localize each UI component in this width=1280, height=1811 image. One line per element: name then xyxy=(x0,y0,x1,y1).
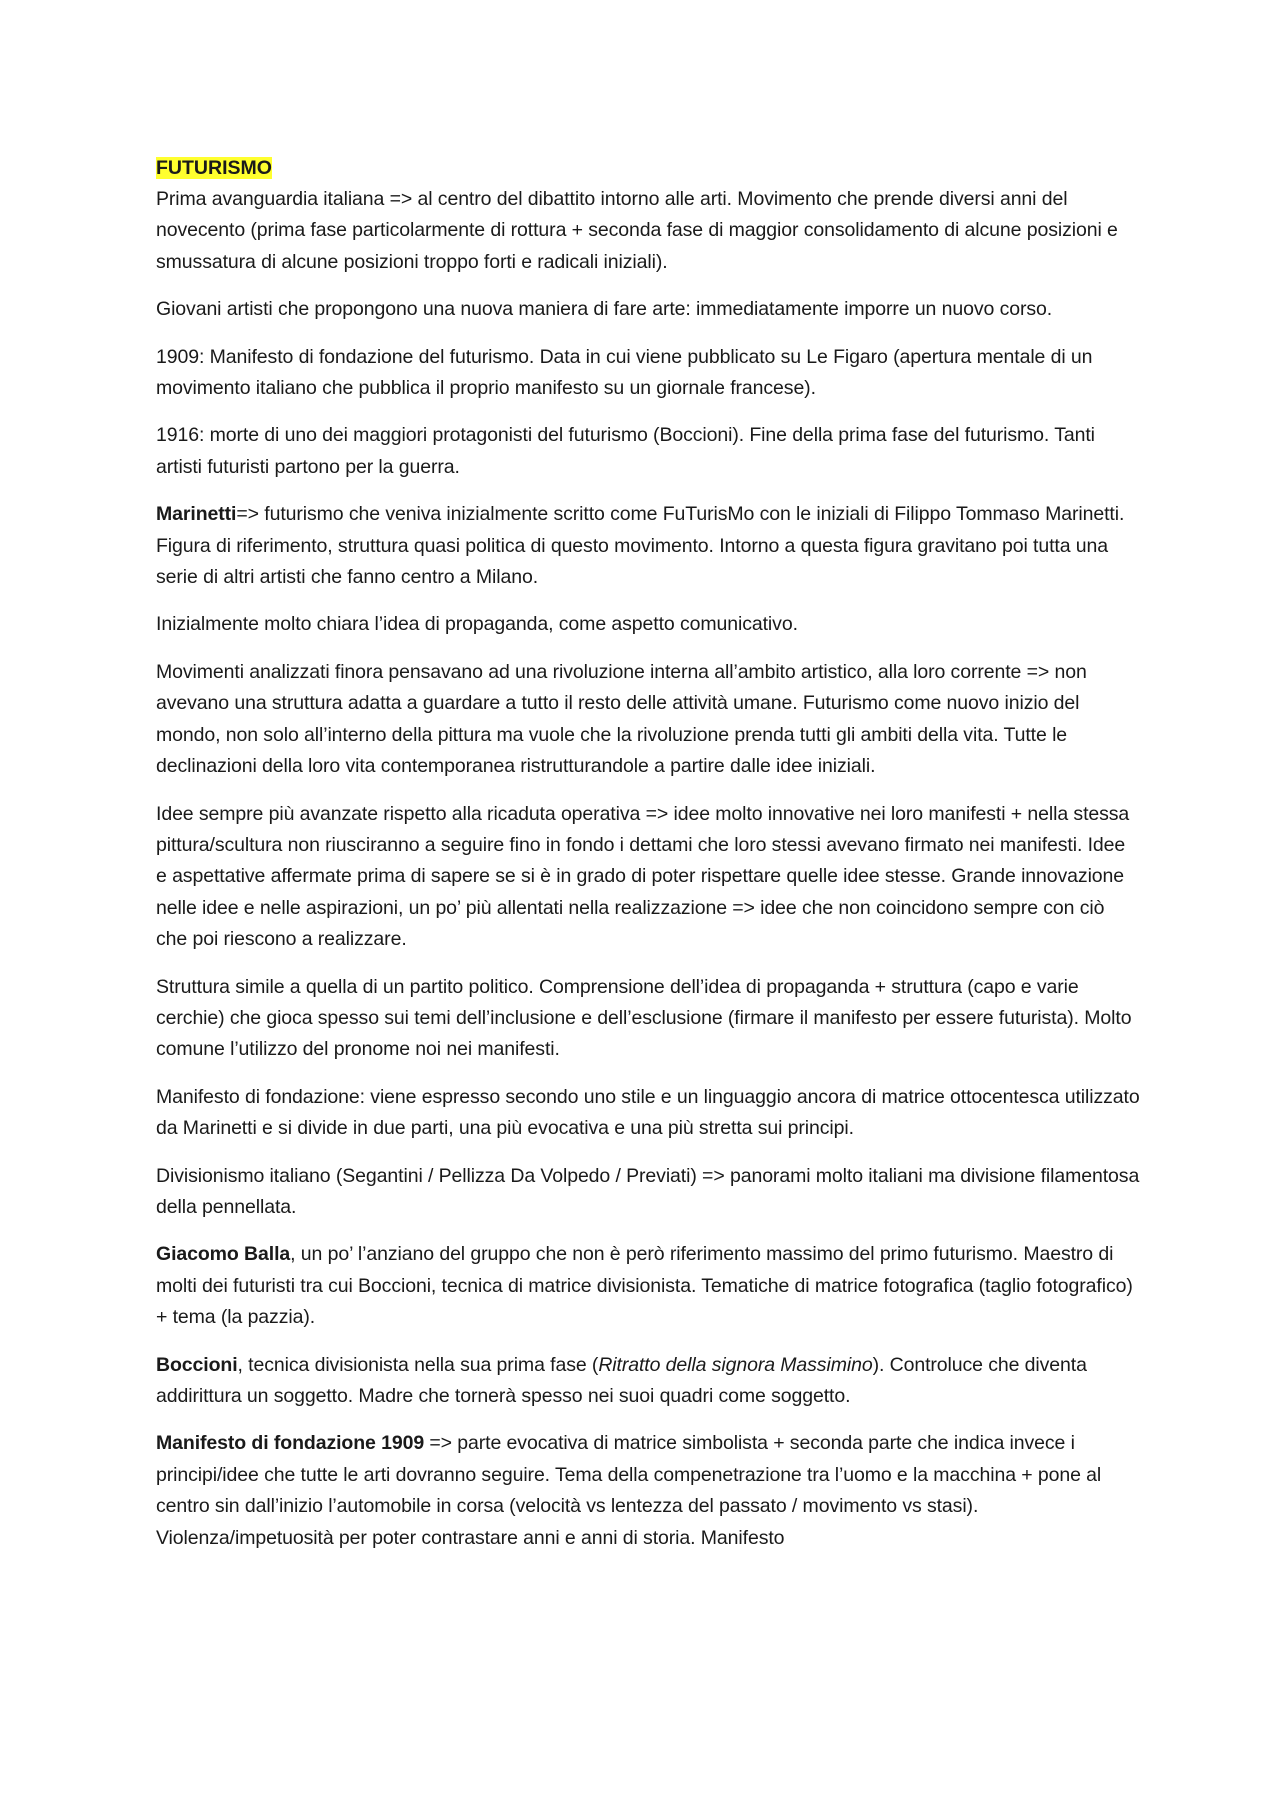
paragraph-text: ). Controluce che diventa addirittura un soggetto. Madre che tornerà spesso nei suoi quadri come soggetto. xyxy=(156,1353,1087,1407)
bold-text: Marinetti xyxy=(156,503,237,526)
paragraph-text: Inizialmente molto chiara l’idea di propaganda, come aspetto comunicativo. xyxy=(156,613,798,636)
paragraph-text: Prima avanguardia italiana => al centro del dibattito intorno alle arti. Movimento che prende diversi anni del novecento (prima fase particolarmente di rottura + seconda fase di maggior consolidamento di alcune posizioni e smussatura di alcune posizioni troppo forti e radicali iniziali). xyxy=(156,188,1118,273)
paragraph xyxy=(156,420,1140,483)
paragraph xyxy=(156,1082,1140,1145)
paragraph-text: Manifesto di fondazione: viene espresso secondo uno stile e un linguaggio ancora di matrice ottocentesca utilizzato da Marinetti e si divide in due parti, una più evocativa e una più stretta sui principi. xyxy=(156,1085,1140,1140)
paragraph xyxy=(156,1239,1140,1333)
paragraph-text: Struttura simile a quella di un partito politico. Comprensione dell’idea di propaganda + struttura (capo e varie cerchie) che gioca spesso sui temi dell’inclusione e dell’esclusione (firmare il manifesto per essere futurista). Molto comune l’utilizzo del pronome noi nei manifesti. xyxy=(156,975,1132,1061)
paragraph-text: 1909: Manifesto di fondazione del futurismo. Data in cui viene pubblicato su Le Figaro (apertura mentale di un movimento italiano che pubblica il proprio manifesto su un giornale francese). xyxy=(156,345,1093,400)
paragraph xyxy=(156,499,1140,593)
document-body xyxy=(156,184,1140,1554)
paragraph-text: Divisionismo italiano (Segantini / Pellizza Da Volpedo / Previati) => panorami molto italiani ma divisione filamentosa della pennellata. xyxy=(156,1164,1140,1218)
bold-text: Manifesto di fondazione 1909 xyxy=(156,1432,425,1455)
paragraph-text: => parte evocativa di matrice simbolista + seconda parte che indica invece i principi/idee che tutte le arti dovranno seguire. Tema della compenetrazione tra l’uomo e la macchina + pone al centro sin dall’inizio l’automobile in corsa (velocità vs lentezza del passato / movimento vs stasi). Violenza/impetuosità per poter contrastare anni e anni di storia. Manifesto xyxy=(156,1432,1102,1549)
document-title xyxy=(156,153,1140,184)
paragraph xyxy=(156,184,1140,278)
bold-text: Boccioni xyxy=(156,1353,238,1376)
paragraph-text: => futurismo che veniva inizialmente scritto come FuTurisMo con le iniziali di Filippo Tommaso Marinetti. Figura di riferimento, struttura quasi politica di questo movimento. Intorno a questa figura gravitano poi tutta una serie di altri artisti che fanno centro a Milano. xyxy=(156,503,1125,589)
paragraph xyxy=(156,1161,1140,1224)
paragraph xyxy=(156,1428,1140,1554)
paragraph xyxy=(156,609,1140,640)
paragraph xyxy=(156,294,1140,325)
paragraph xyxy=(156,972,1140,1066)
paragraph xyxy=(156,657,1140,783)
paragraph-text: , un po’ l’anziano del gruppo che non è però riferimento massimo del primo futurismo. Maestro di molti dei futuristi tra cui Boccioni, tecnica di matrice divisionista. Tematiche di matrice fotografica (taglio fotografico) + tema (la pazzia). xyxy=(156,1243,1133,1329)
bold-text: Giacomo Balla xyxy=(156,1243,291,1266)
paragraph-text: Idee sempre più avanzate rispetto alla ricaduta operativa => idee molto innovative nei loro manifesti + nella stessa pittura/scultura non riusciranno a seguire fino in fondo i dettami che loro stessi avevano firmato nei manifesti. Idee e aspettative affermate prima di sapere se si è in grado di poter rispettare quelle idee stesse. Grande innovazione nelle idee e nelle aspirazioni, un po’ più allentati nella realizzazione => idee che non coincidono sempre con ciò che poi riescono a realizzare. xyxy=(156,802,1130,951)
paragraph-text: Movimenti analizzati finora pensavano ad una rivoluzione interna all’ambito artistico, alla loro corrente => non avevano una struttura adatta a guardare a tutto il resto delle attività umane. Futurismo come nuovo inizio del mondo, non solo all’interno della pittura ma vuole che la rivoluzione prenda tutti gli ambiti della vita. Tutte le declinazioni della loro vita contemporanea ristrutturandole a partire dalle idee iniziali. xyxy=(156,660,1087,778)
title-highlight: FUTURISMO xyxy=(156,157,272,179)
paragraph xyxy=(156,342,1140,405)
paragraph-text: , tecnica divisionista nella sua prima fase ( xyxy=(237,1353,599,1376)
paragraph xyxy=(156,799,1140,956)
paragraph-text: Giovani artisti che propongono una nuova maniera di fare arte: immediatamente imporre un nuovo corso. xyxy=(156,298,1053,321)
italic-text: Ritratto della signora Massimino xyxy=(598,1353,873,1376)
paragraph xyxy=(156,1350,1140,1413)
document-page xyxy=(156,153,1140,1570)
paragraph-text: 1916: morte di uno dei maggiori protagonisti del futurismo (Boccioni). Fine della prima fase del futurismo. Tanti artisti futuristi partono per la guerra. xyxy=(156,424,1095,478)
